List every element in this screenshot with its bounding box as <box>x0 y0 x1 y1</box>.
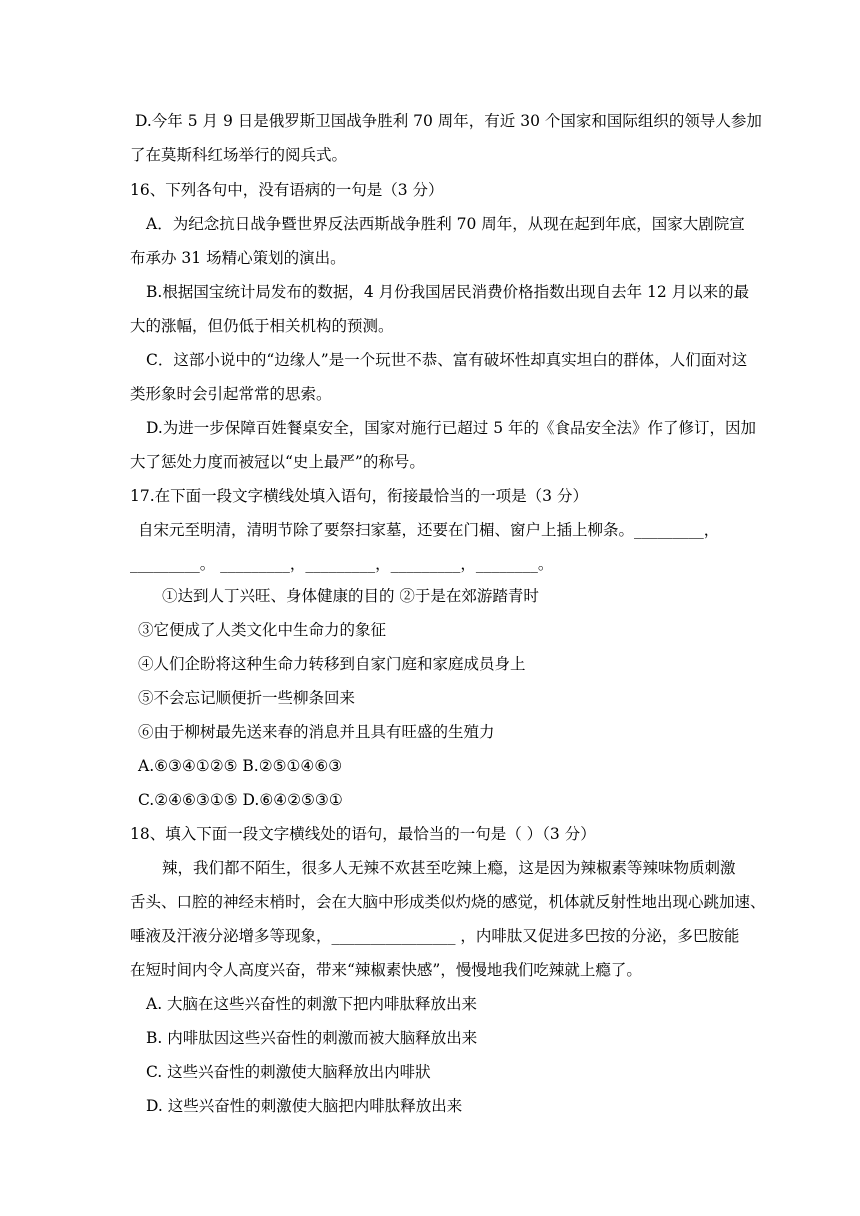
q16-option-c-line2: 类形象时会引起常常的思索。 <box>130 385 332 403</box>
q16-option-c-line1: C．这部小说中的“边缘人”是一个玩世不恭、富有破坏性却真实坦白的群体，人们面对这 <box>146 351 748 369</box>
q16-stem: 16、下列各句中，没有语病的一句是（3 分） <box>130 181 444 199</box>
q17-stem: 17.在下面一段文字横线处填入语句，衔接最恰当的一项是（3 分） <box>130 487 588 505</box>
q17-items-line1: ①达到人丁兴旺、身体健康的目的 ②于是在郊游踏青时 <box>162 587 539 605</box>
q18-option-c: C. 这些兴奋性的刺激使大脑释放出内啡狀 <box>146 1063 431 1081</box>
q17-item-3: ③它便成了人类文化中生命力的象征 <box>138 621 387 639</box>
q16-option-b-line2: 大的涨幅，但仍低于相关机构的预测。 <box>130 317 394 335</box>
q16-option-b-line1: B.根据国宝统计局发布的数据，4 月份我国居民消费价格指数出现自去年 12 月以来的最 <box>146 283 750 301</box>
q17-passage-line2: _________。 _________，_________，_________，________。 <box>130 555 554 573</box>
q17-item-4: ④人们企盼将这种生命力转移到自家门庭和家庭成员身上 <box>138 655 526 673</box>
q17-options-line2: C.②④⑥③①⑤ D.⑥④②⑤③① <box>138 791 343 809</box>
q15-option-d-line1: D.今年 5 月 9 日是俄罗斯卫国战争胜利 70 周年，有近 30 个国家和国际组织的领导人参加 <box>135 112 762 130</box>
q17-passage-line1: 自宋元至明清，清明节除了要祭扫家墓，还要在门楣、窗户上插上柳条。_________， <box>138 521 720 539</box>
q18-stem: 18、填入下面一段文字横线处的语句，最恰当的一句是（ ）（3 分） <box>130 825 596 843</box>
q18-passage-line4: 在短时间内令人高度兴奋，带来“辣椒素快感”，慢慢地我们吃辣就上瘾了。 <box>130 961 642 979</box>
q17-item-6: ⑥由于柳树最先送来春的消息并且具有旺盛的生殖力 <box>138 723 495 741</box>
q18-option-a: A. 大脑在这些兴奋性的刺激下把内啡肽释放出来 <box>146 995 478 1013</box>
q16-option-a-line2: 布承办 31 场精心策划的演出。 <box>130 249 346 267</box>
q16-option-d-line1: D.为进一步保障百姓餐桌安全，国家对施行已超过 5 年的《食品安全法》作了修订，因加 <box>146 419 757 437</box>
q18-option-b: B. 内啡肽因这些兴奋性的刺激而被大脑释放出来 <box>146 1029 478 1047</box>
q18-passage-line3: 唾液及汗液分泌增多等现象，________________ ，内啡肽又促进多巴按的分泌，多巴胺能 <box>130 927 740 945</box>
q15-option-d-line2: 了在莫斯科红场举行的阅兵式。 <box>130 146 348 164</box>
q18-passage-line1: 辣，我们都不陌生，很多人无辣不欢甚至吃辣上瘾，这是因为辣椒素等辣味物质刺激 <box>162 859 736 877</box>
q17-options-line1: A.⑥③④①②⑤ B.②⑤①④⑥③ <box>138 757 343 775</box>
q18-passage-line2: 舌头、口腔的神经末梢时，会在大脑中形成类似灼烧的感觉，机体就反射性地出现心跳加速、 <box>130 893 766 911</box>
q18-option-d: D. 这些兴奋性的刺激使大脑把内啡肽释放出来 <box>146 1097 463 1115</box>
q16-option-a-line1: A．为纪念抗日战争暨世界反法西斯战争胜利 70 周年，从现在起到年底，国家大剧院宣 <box>146 215 745 233</box>
q16-option-d-line2: 大了惩处力度而被冠以“史上最严”的称号。 <box>130 453 425 471</box>
q17-item-5: ⑤不会忘记顺便折一些柳条回来 <box>138 689 356 707</box>
